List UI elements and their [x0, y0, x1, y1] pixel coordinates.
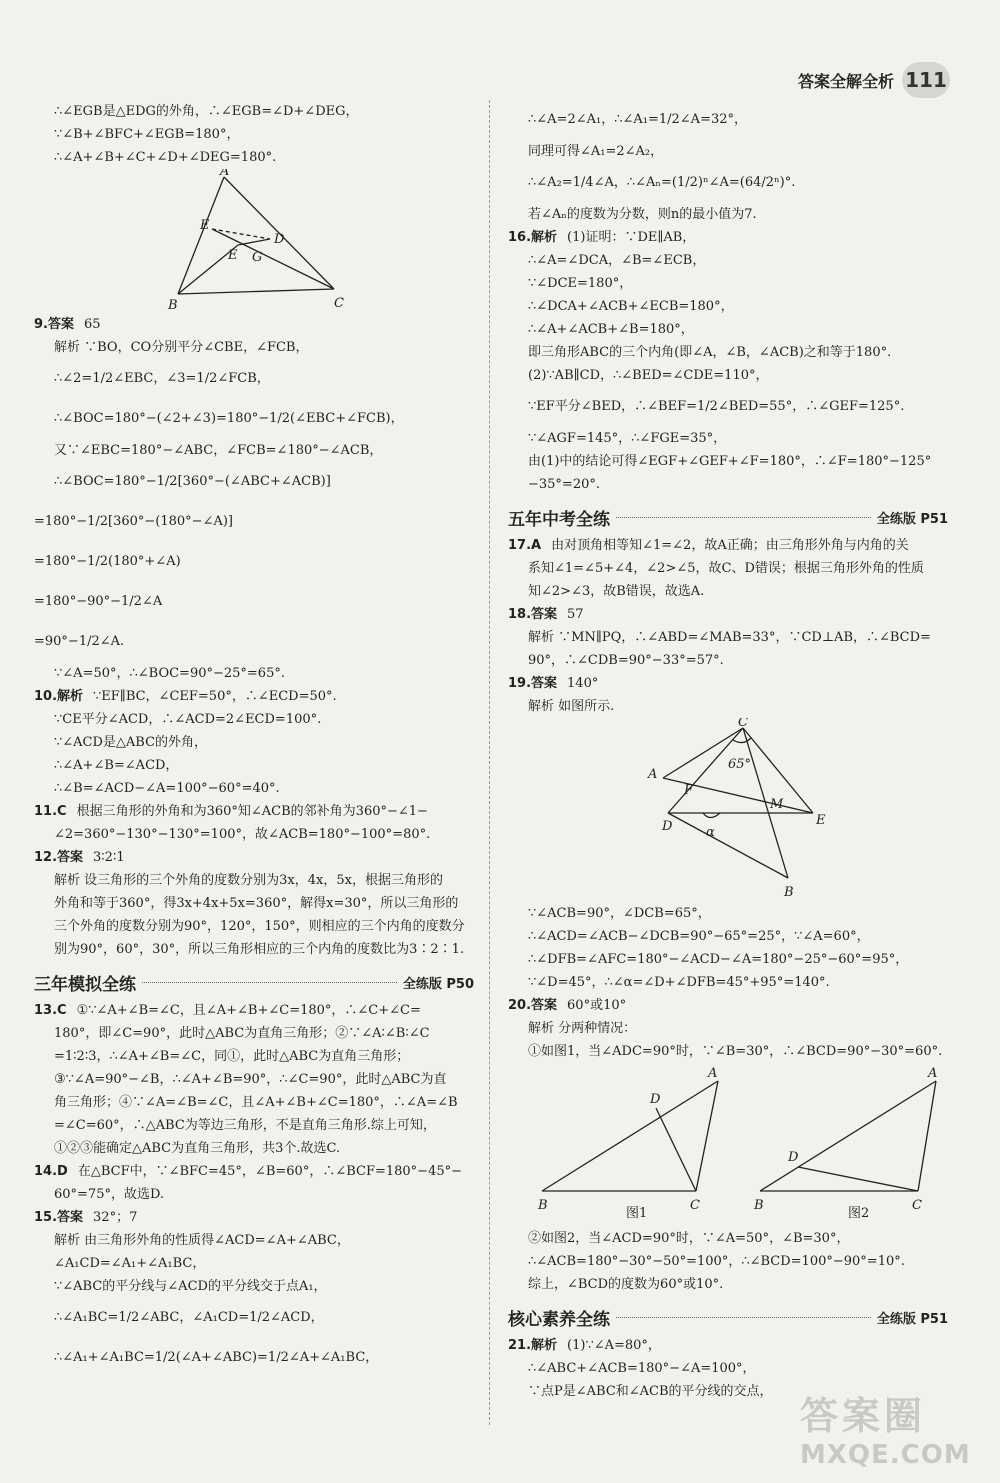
section-title: 五年中考全练 [508, 509, 610, 530]
fig2-label-d: D [662, 819, 673, 834]
text-line [34, 777, 474, 800]
line-text: =∠C=60°，∴△ABC为等边三角形，不是直角三角形.综上可知， [54, 1118, 436, 1133]
watermark [800, 1385, 990, 1470]
right-column [508, 100, 948, 1403]
line-text: 别为90°，60°，30°，所以三角形相应的三个内角的度数比为3∶2∶1. [54, 942, 465, 957]
text-line [508, 534, 948, 557]
text-line [508, 341, 948, 364]
line-text: 同理可得∠A₁=2∠A₂， [528, 144, 664, 159]
fig2-label-b: B [784, 885, 794, 898]
text-line [508, 295, 948, 318]
fig1-label-b: B [168, 298, 178, 309]
line-text: (1)证明：∵DE∥AB， [567, 230, 696, 245]
line-text: ∴∠DFB=∠AFC=180°−∠ACD−∠A=180°−25°−60°=95°， [528, 952, 909, 967]
question-tag: 20.答案 [508, 998, 558, 1013]
text-line [508, 387, 948, 427]
fig2-label-m: M [770, 797, 784, 812]
header-title: 答案全解全析 [797, 71, 894, 91]
line-text: ∵∠AGF=145°，∴∠FGE=35°， [528, 431, 727, 446]
text-line [34, 439, 474, 462]
fig3b-label-c: C [912, 1198, 922, 1213]
text-line [34, 1160, 474, 1183]
line-text: 90°，∴∠CDB=90°−33°=57°. [528, 653, 724, 668]
text-line [34, 1275, 474, 1298]
fig3a-label-a: A [708, 1066, 718, 1081]
fig1-label-a: A [220, 169, 230, 179]
line-text: ∵EF平分∠BED，∴∠BEF=1/2∠BED=55°，∴∠GEF=125°. [528, 399, 905, 414]
text-line [508, 203, 948, 226]
text-line [34, 869, 474, 892]
text-line [508, 427, 948, 450]
text-line [34, 1229, 474, 1252]
section-ref: 全练版 P50 [402, 976, 474, 992]
section-ref: 全练版 P51 [876, 511, 948, 527]
line-text: ∴∠A+∠B+∠C+∠D+∠DEG=180°. [54, 150, 277, 165]
fig3b-label-b: B [754, 1198, 764, 1213]
text-line [508, 450, 948, 473]
text-line [34, 123, 474, 146]
line-text: ∵∠B+∠BFC+∠EGB=180°， [54, 127, 240, 142]
text-line [508, 140, 948, 163]
line-text: 即三角形ABC的三个内角(即∠A，∠B，∠ACB)之和等于180°. [528, 345, 892, 360]
text-line [34, 1206, 474, 1229]
line-text: 65 [83, 317, 101, 332]
text-line [34, 399, 474, 439]
text-line [34, 846, 474, 869]
section-rule [616, 1317, 871, 1318]
text-line [34, 1045, 474, 1068]
fig3a-caption: 图1 [626, 1206, 648, 1221]
line-text: 综上，∠BCD的度数为60°或10°. [528, 1277, 724, 1292]
text-line [508, 1334, 948, 1357]
page-number: 111 [902, 62, 950, 98]
line-text: ∠2=360°−130°−130°=100°，故∠ACB=180°−100°=80°. [54, 827, 431, 842]
fig3a-label-d: D [650, 1092, 661, 1107]
text-line [34, 999, 474, 1022]
text-line [34, 731, 474, 754]
line-text: ∴∠BOC=180°−(∠2+∠3)=180°−1/2(∠EBC+∠FCB)， [54, 411, 404, 426]
text-line [34, 1252, 474, 1275]
line-text: =1∶2∶3，∴∠A+∠B=∠C，同①，此时△ABC为直角三角形； [54, 1049, 410, 1064]
text-line [508, 603, 948, 626]
line-text: 140° [567, 676, 599, 691]
line-text: (2)∵AB∥CD，∴∠BED=∠CDE=110°， [528, 368, 769, 383]
line-text: (1)∵∠A=80°， [567, 1338, 661, 1353]
line-text: ∵CE平分∠ACD，∴∠ACD=2∠ECD=100°. [54, 712, 322, 727]
text-line [34, 336, 474, 359]
line-text: ∴∠DCA+∠ACB+∠ECB=180°， [528, 299, 734, 314]
line-text: =180°−1/2[360°−(180°−∠A)] [34, 514, 233, 529]
text-line [508, 1040, 948, 1063]
line-text: ∴∠A+∠B=∠ACD， [54, 758, 179, 773]
section-title: 三年模拟全练 [34, 974, 136, 995]
line-text: ∴∠ACB=180°−30°−50°=100°，∴∠BCD=100°−90°=10°. [528, 1254, 905, 1269]
text-line [34, 662, 474, 685]
question-tag: 18.答案 [508, 607, 558, 622]
text-line [508, 272, 948, 295]
fig3a-label-b: B [538, 1198, 548, 1213]
line-text: 60°或10° [567, 998, 627, 1013]
line-text: ∴∠B=∠ACD−∠A=100°−60°=40°. [54, 781, 280, 796]
section-header [508, 500, 948, 534]
text-line [508, 226, 948, 249]
fig2-label-f: F [684, 783, 694, 798]
section-ref: 全练版 P51 [876, 1311, 948, 1327]
line-text: ①∵∠A+∠B=∠C，且∠A+∠B+∠C=180°，∴∠C+∠C= [76, 1003, 421, 1018]
line-text: ∵∠A=50°，∴∠BOC=90°−25°=65°. [54, 666, 285, 681]
column-divider [489, 100, 490, 1425]
line-text: 根据三角形的外角和为360°知∠ACB的邻补角为360°−∠1− [76, 804, 428, 819]
question-tag: 15.答案 [34, 1210, 84, 1225]
question-tag: 16.解析 [508, 230, 558, 245]
question-tag: 9.答案 [34, 317, 74, 332]
line-text: ∴∠2=1/2∠EBC，∠3=1/2∠FCB， [54, 371, 270, 386]
line-text: 在△BCF中，∵∠BFC=45°，∠B=60°，∴∠BCF=180°−45°− [77, 1164, 463, 1179]
text-line [508, 557, 948, 580]
line-text: ∴∠BOC=180°−1/2[360°−(∠ABC+∠ACB)] [54, 474, 331, 489]
text-line [34, 685, 474, 708]
line-text: ∵点P是∠ABC和∠ACB的平分线的交点， [528, 1384, 773, 1399]
text-line [508, 364, 948, 387]
text-line [508, 672, 948, 695]
line-text: 角三角形；④∵∠A=∠B=∠C，且∠A+∠B+∠C=180°，∴∠A=∠B [54, 1095, 458, 1110]
fig3b-caption: 图2 [848, 1206, 870, 1221]
text-line [34, 754, 474, 777]
line-text: ①②③能确定△ABC为直角三角形，共3个.故选C. [54, 1141, 341, 1156]
line-text: =180°−1/2(180°+∠A) [34, 554, 181, 569]
text-line [508, 580, 948, 603]
text-line [508, 971, 948, 994]
line-text: 又∵∠EBC=180°−∠ABC，∠FCB=∠180°−∠ACB， [54, 443, 383, 458]
line-text: 3∶2∶1 [93, 850, 125, 865]
line-text: ①如图1，当∠ADC=90°时，∵∠B=30°，∴∠BCD=90°−30°=60°. [528, 1044, 943, 1059]
text-line [508, 994, 948, 1017]
page-header [798, 62, 950, 98]
line-text: 若∠Aₙ的度数为分数，则n的最小值为7. [528, 207, 757, 222]
line-text: 解析 如图所示. [528, 699, 615, 714]
left-column [34, 100, 474, 1378]
line-text: 由对顶角相等知∠1=∠2，故A正确；由三角形外角与内角的关 [551, 538, 909, 553]
fig1-label-e-outer: E [200, 218, 210, 233]
text-line [34, 800, 474, 823]
text-line [34, 622, 474, 662]
text-line [508, 626, 948, 649]
watermark-logo: 答案圈 [800, 1394, 927, 1438]
line-text: ∴∠A=∠DCA，∠B=∠ECB， [528, 253, 706, 268]
text-line [34, 1114, 474, 1137]
line-text: 三个外角的度数分别为90°，120°，150°，则相应的三个内角的度数分 [54, 919, 465, 934]
line-text: ∴∠ABC+∠ACB=180°−∠A=100°， [528, 1361, 756, 1376]
figure-two-triangles [508, 1063, 948, 1223]
figure-set-squares [508, 718, 948, 898]
line-text: =90°−1/2∠A. [34, 634, 125, 649]
fig2-label-65deg: 65° [728, 757, 752, 772]
watermark-url: MXQE.COM [800, 1440, 971, 1470]
line-text: ∵∠DCE=180°， [528, 276, 633, 291]
text-line [34, 1298, 474, 1338]
text-line [34, 462, 474, 502]
question-tag: 14.D [34, 1164, 68, 1179]
fig3b-label-a: A [928, 1066, 938, 1081]
text-line [508, 249, 948, 272]
fig2-label-alpha: α [706, 825, 715, 840]
fig1-label-d: D [274, 232, 285, 247]
question-tag: 17.A [508, 538, 542, 553]
line-text: ∴∠A₂=1/4∠A，∴∠Aₙ=(1/2)ⁿ∠A=(64/2ⁿ)°. [528, 175, 796, 190]
fig3a-label-c: C [690, 1198, 700, 1213]
line-text: ∵∠ACB=90°，∠DCB=65°， [528, 906, 711, 921]
line-text: ②如图2，当∠ACD=90°时，∵∠A=50°，∠B=30°， [528, 1231, 850, 1246]
text-line [508, 1227, 948, 1250]
question-tag: 11.C [34, 804, 67, 819]
text-line [34, 100, 474, 123]
line-text: ∴∠A=2∠A₁，∴∠A₁=1/2∠A=32°， [528, 112, 748, 127]
line-text: ③∵∠A=90°−∠B，∴∠A+∠B=90°，∴∠C=90°，此时△ABC为直 [54, 1072, 447, 1087]
text-line [34, 1183, 474, 1206]
line-text: ∠A₁CD=∠A₁+∠A₁BC， [54, 1256, 206, 1271]
line-text: ∴∠EGB是△EDG的外角，∴∠EGB=∠D+∠DEG， [54, 104, 359, 119]
text-line [34, 542, 474, 582]
line-text: 外角和等于360°，得3x+4x+5x=360°，解得x=30°，所以三角形的 [54, 896, 459, 911]
line-text: 180°，即∠C=90°，此时△ABC为直角三角形；②∵∠A∶∠B∶∠C [54, 1026, 430, 1041]
text-line [34, 502, 474, 542]
line-text: ∵EF∥BC，∠CEF=50°，∴∠ECD=50°. [93, 689, 337, 704]
text-line [34, 708, 474, 731]
line-text: 解析 设三角形的三个外角的度数分别为3x，4x，5x，根据三角形的 [54, 873, 443, 888]
text-line [34, 1022, 474, 1045]
line-text: ∵∠ACD是△ABC的外角， [54, 735, 208, 750]
section-title: 核心素养全练 [508, 1309, 610, 1330]
line-text: 解析 ∵MN∥PQ，∴∠ABD=∠MAB=33°，∵CD⊥AB，∴∠BCD= [528, 630, 931, 645]
line-text: ∵∠D=45°，∴∠α=∠D+∠DFB=45°+95°=140°. [528, 975, 830, 990]
text-line [34, 1338, 474, 1378]
section-rule [616, 517, 871, 518]
section-header [508, 1300, 948, 1334]
text-line [508, 695, 948, 718]
text-line [508, 163, 948, 203]
text-line [508, 649, 948, 672]
section-header [34, 965, 474, 999]
line-text: 知∠2>∠3，故B错误，故选A. [528, 584, 705, 599]
line-text: 32°；7 [93, 1210, 138, 1225]
fig2-label-e: E [816, 813, 826, 828]
line-text: 60°=75°，故选D. [54, 1187, 165, 1202]
line-text: 解析 分两种情况： [528, 1021, 637, 1036]
text-line [34, 1091, 474, 1114]
text-line [508, 948, 948, 971]
question-tag: 19.答案 [508, 676, 558, 691]
section-rule [142, 982, 397, 983]
question-tag: 21.解析 [508, 1338, 558, 1353]
line-text: =180°−90°−1/2∠A [34, 594, 163, 609]
text-line [34, 582, 474, 622]
fig2-label-a: A [648, 767, 658, 782]
text-line [34, 892, 474, 915]
fig1-label-e-inner: E [228, 248, 238, 263]
text-line [508, 925, 948, 948]
text-line [508, 100, 948, 140]
text-line [508, 318, 948, 341]
line-text: 系知∠1=∠5+∠4，∠2>∠5，故C、D错误；根据三角形外角的性质 [528, 561, 924, 576]
question-tag: 12.答案 [34, 850, 84, 865]
text-line [34, 1068, 474, 1091]
text-line [508, 902, 948, 925]
question-tag: 10.解析 [34, 689, 84, 704]
line-text: ∴∠A+∠ACB+∠B=180°， [528, 322, 694, 337]
text-line [34, 938, 474, 961]
line-text: ∵∠ABC的平分线与∠ACD的平分线交于点A₁， [54, 1279, 327, 1294]
fig1-label-g: G [252, 250, 263, 265]
fig2-label-c: C [738, 718, 748, 730]
text-line [508, 1250, 948, 1273]
text-line [34, 915, 474, 938]
line-text: 由(1)中的结论可得∠EGF+∠GEF+∠F=180°，∴∠F=180°−125° [528, 454, 932, 469]
text-line [34, 823, 474, 846]
text-line [34, 1137, 474, 1160]
text-line [508, 1273, 948, 1296]
line-text: −35°=20°. [528, 477, 601, 492]
text-line [508, 1357, 948, 1380]
figure-triangle-abc-1 [34, 169, 474, 309]
fig3b-label-d: D [788, 1150, 799, 1165]
line-text: 57 [567, 607, 584, 622]
line-text: ∴∠A₁+∠A₁BC=1/2(∠A+∠ABC)=1/2∠A+∠A₁BC， [54, 1350, 379, 1365]
text-line [34, 359, 474, 399]
text-line [508, 1017, 948, 1040]
text-line [34, 146, 474, 169]
question-tag: 13.C [34, 1003, 67, 1018]
text-line [508, 473, 948, 496]
line-text: 解析 由三角形外角的性质得∠ACD=∠A+∠ABC， [54, 1233, 350, 1248]
text-line [34, 313, 474, 336]
line-text: 解析 ∵BO，CO分别平分∠CBE，∠FCB， [54, 340, 309, 355]
line-text: ∴∠ACD=∠ACB−∠DCB=90°−65°=25°，∵∠A=60°， [528, 929, 870, 944]
line-text: ∴∠A₁BC=1/2∠ABC，∠A₁CD=1/2∠ACD， [54, 1310, 324, 1325]
fig1-label-c: C [334, 296, 344, 309]
